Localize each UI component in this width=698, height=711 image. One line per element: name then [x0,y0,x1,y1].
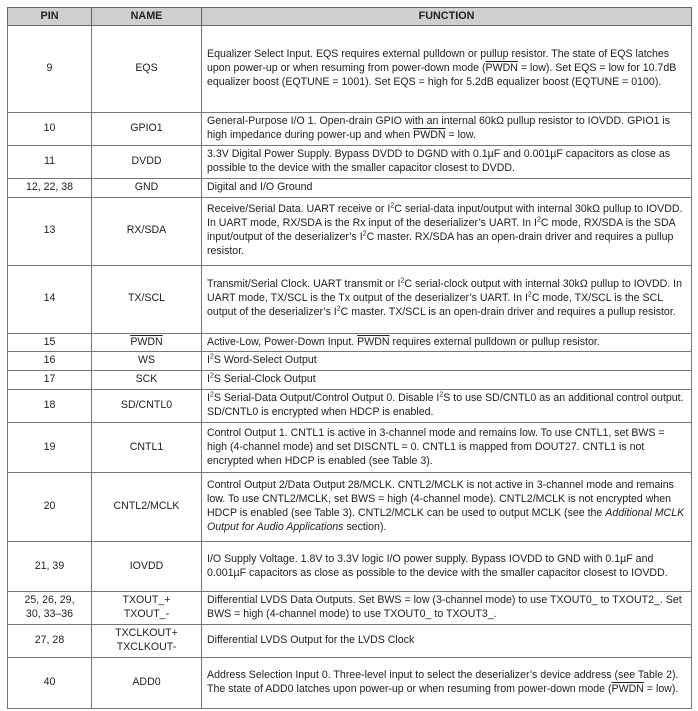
superscript: 2 [527,291,532,299]
name-text: CNTL2/MCLK [113,500,180,513]
pin-cell: 40 [8,657,92,708]
pin-cell: 9 [8,26,92,113]
superscript: 2 [336,305,341,313]
function-cell: Differential LVDS Output for the LVDS Clock [202,624,692,657]
name-cell [92,145,202,178]
pin-cell: 16 [8,352,92,371]
pin-cell: 20 [8,473,92,542]
table-row [8,352,692,371]
name-cell [92,26,202,113]
function-cell: General-Purpose I/O 1. Open-drain GPIO with an internal 60kΩ pullup resistor to IOVDD. GPIO1 is high impedance during power-up and when PWDN = low. [202,113,692,146]
name-cell-line: TXOUT_- [123,607,170,620]
name-text: DVDD [131,154,162,167]
function-cell: Control Output 2/Data Output 28/MCLK. CNTL2/MCLK is not active in 3-channel mode and remains low. To use CNTL2/MCLK, set BWS = high (4-channel mode). CNTL2/MCLK is not encrypted when HDCP is enabled (see Table 3). CNTL2/MCLK can be used to output MCLK (see the Additional MCLK Output for Audio Applications section). [202,473,692,542]
pin-cell: 19 [8,423,92,473]
name-cell-line: TXCLKOUT- [116,640,177,653]
superscript: 2 [209,391,214,399]
name-text: WS [137,354,156,367]
table-row [8,624,692,657]
name-text: TX/SCL [127,292,166,305]
name-cell-line: TXOUT_+ [122,594,171,607]
table-row [8,542,692,592]
function-cell: I/O Supply Voltage. 1.8V to 3.3V logic I/O power supply. Bypass IOVDD to GND with 0.1µF and 0.001µF capacitors as close as possible to the device with the smaller capacitor closest to IOVDD. [202,542,692,592]
superscript: 2 [362,230,367,238]
superscript: 2 [390,202,395,210]
name-cell [92,423,202,473]
table-row [8,265,692,333]
name-text: EQS [135,62,158,75]
table-body [8,26,692,709]
name-cell [92,592,202,625]
table-row [8,197,692,265]
function-cell: Equalizer Select Input. EQS requires external pulldown or pullup resistor. The state of EQS latches upon power-up or when resuming from power-down mode (PWDN = low). Set EQS = low for 10.7dB equalizer boost (EQTUNE = 1001). Set EQS = high for 5.2dB equalizer boost (EQTUNE = 0100). [202,26,692,113]
header-name: NAME [92,8,202,26]
name-text: SD/CNTL0 [120,399,173,412]
table-header-row [8,8,692,26]
name-cell [92,371,202,390]
table-row [8,657,692,708]
name-cell [92,542,202,592]
overline-signal: PWDN [357,335,390,348]
superscript: 2 [400,277,405,285]
superscript: 2 [536,216,541,224]
overline-signal: PWDN [485,62,518,75]
table-row [8,592,692,625]
table-row [8,423,692,473]
function-cell: Receive/Serial Data. UART receive or $I^2C$ serial-data input/output with internal 30kΩ pullup to IOVDD. In UART mode, RX/SDA is the Rx input of the deserializer’s UART. In $I^2C$ mode, RX/SDA is the SDA input/output of the deserializer’s $I^2C$ master. RX/SDA has an open-drain driver and requires a pullup resistor. [202,197,692,265]
section-reference: Additional MCLK Output for Audio Applications [207,507,685,533]
table-row [8,333,692,352]
name-text: RX/SDA [126,224,167,237]
name-cell [92,265,202,333]
name-cell-line: TXCLKOUT+ [115,626,178,639]
function-cell: Differential LVDS Data Outputs. Set BWS = low (3-channel mode) to use TXOUT0_ to TXOUT2_. Set BWS = high (4-channel mode) to use TXOUT0_ to TXOUT3_. [202,592,692,625]
name-cell [92,113,202,146]
name-text: PWDN [130,335,163,348]
name-text: GND [134,180,159,193]
pin-cell: 12, 22, 38 [8,178,92,197]
pin-cell-line: 25, 26, 29, [24,594,75,607]
function-cell: $I^2S$ Word-Select Output [202,352,692,371]
function-cell: Active-Low, Power-Down Input. PWDN requires external pulldown or pullup resistor. [202,333,692,352]
function-cell: Transmit/Serial Clock. UART transmit or $I^2C$ serial-clock output with internal 30kΩ pullup to IOVDD. In UART mode, TX/SCL is the Tx output of the deserializer’s UART. In $I^2C$ mode, TX/SCL is the SCL output of the deserializer’s $I^2C$ master. TX/SCL is an open-drain driver and requires a pullup resistor. [202,265,692,333]
pin-description-table-container [7,7,691,709]
header-function: FUNCTION [202,8,692,26]
table-row [8,26,692,113]
table-row [8,178,692,197]
table-row [8,371,692,390]
table-row [8,390,692,423]
function-cell: Control Output 1. CNTL1 is active in 3-channel mode and remains low. To use CNTL1, set BWS = high (4-channel mode) and set DISCNTL = 0. CNTL1 is mapped from DOUT27. CNTL1 is not encrypted when HDCP is enabled (see Table 3). [202,423,692,473]
function-cell: $I^2S$ Serial-Clock Output [202,371,692,390]
overline-signal: PWDN [413,128,446,141]
pin-cell: 15 [8,333,92,352]
name-cell [92,624,202,657]
pin-description-table [7,7,692,709]
pin-cell: 10 [8,113,92,146]
table-row [8,113,692,146]
pin-cell: 18 [8,390,92,423]
table-row [8,145,692,178]
name-text: SCK [135,373,158,386]
name-text: IOVDD [129,559,164,572]
function-cell: Address Selection Input 0. Three-level input to select the deserializer’s device address (see Table 2). The state of ADD0 latches upon power-up or when resuming from power-down mode (PWDN = low). [202,657,692,708]
pin-cell: 21, 39 [8,542,92,592]
pin-cell: 11 [8,145,92,178]
function-cell: 3.3V Digital Power Supply. Bypass DVDD to DGND with 0.1µF and 0.001µF capacitors as close as possible to the device with the smaller capacitor closest to DVDD. [202,145,692,178]
name-cell [92,178,202,197]
table-row [8,473,692,542]
superscript: 2 [439,391,444,399]
name-cell [92,390,202,423]
function-cell: Digital and I/O Ground [202,178,692,197]
name-cell [92,657,202,708]
pin-cell: 13 [8,197,92,265]
pin-cell: 27, 28 [8,624,92,657]
function-cell: $I^2S$ Serial-Data Output/Control Output 0. Disable $I^2S$ to use SD/CNTL0 as an additional control output. SD/CNTL0 is encrypted when HDCP is enabled. [202,390,692,423]
pin-cell [8,592,92,625]
name-text: ADD0 [132,675,161,688]
name-cell [92,333,202,352]
pin-cell: 14 [8,265,92,333]
pin-cell-line: 30, 33–36 [25,607,74,620]
name-cell [92,473,202,542]
name-cell [92,352,202,371]
header-pin: PIN [8,8,92,26]
pin-cell: 17 [8,371,92,390]
superscript: 2 [209,353,214,361]
name-text: GPIO1 [130,121,163,134]
superscript: 2 [209,372,214,380]
overline-signal: PWDN [611,682,644,695]
name-text: CNTL1 [129,440,164,453]
name-cell [92,197,202,265]
